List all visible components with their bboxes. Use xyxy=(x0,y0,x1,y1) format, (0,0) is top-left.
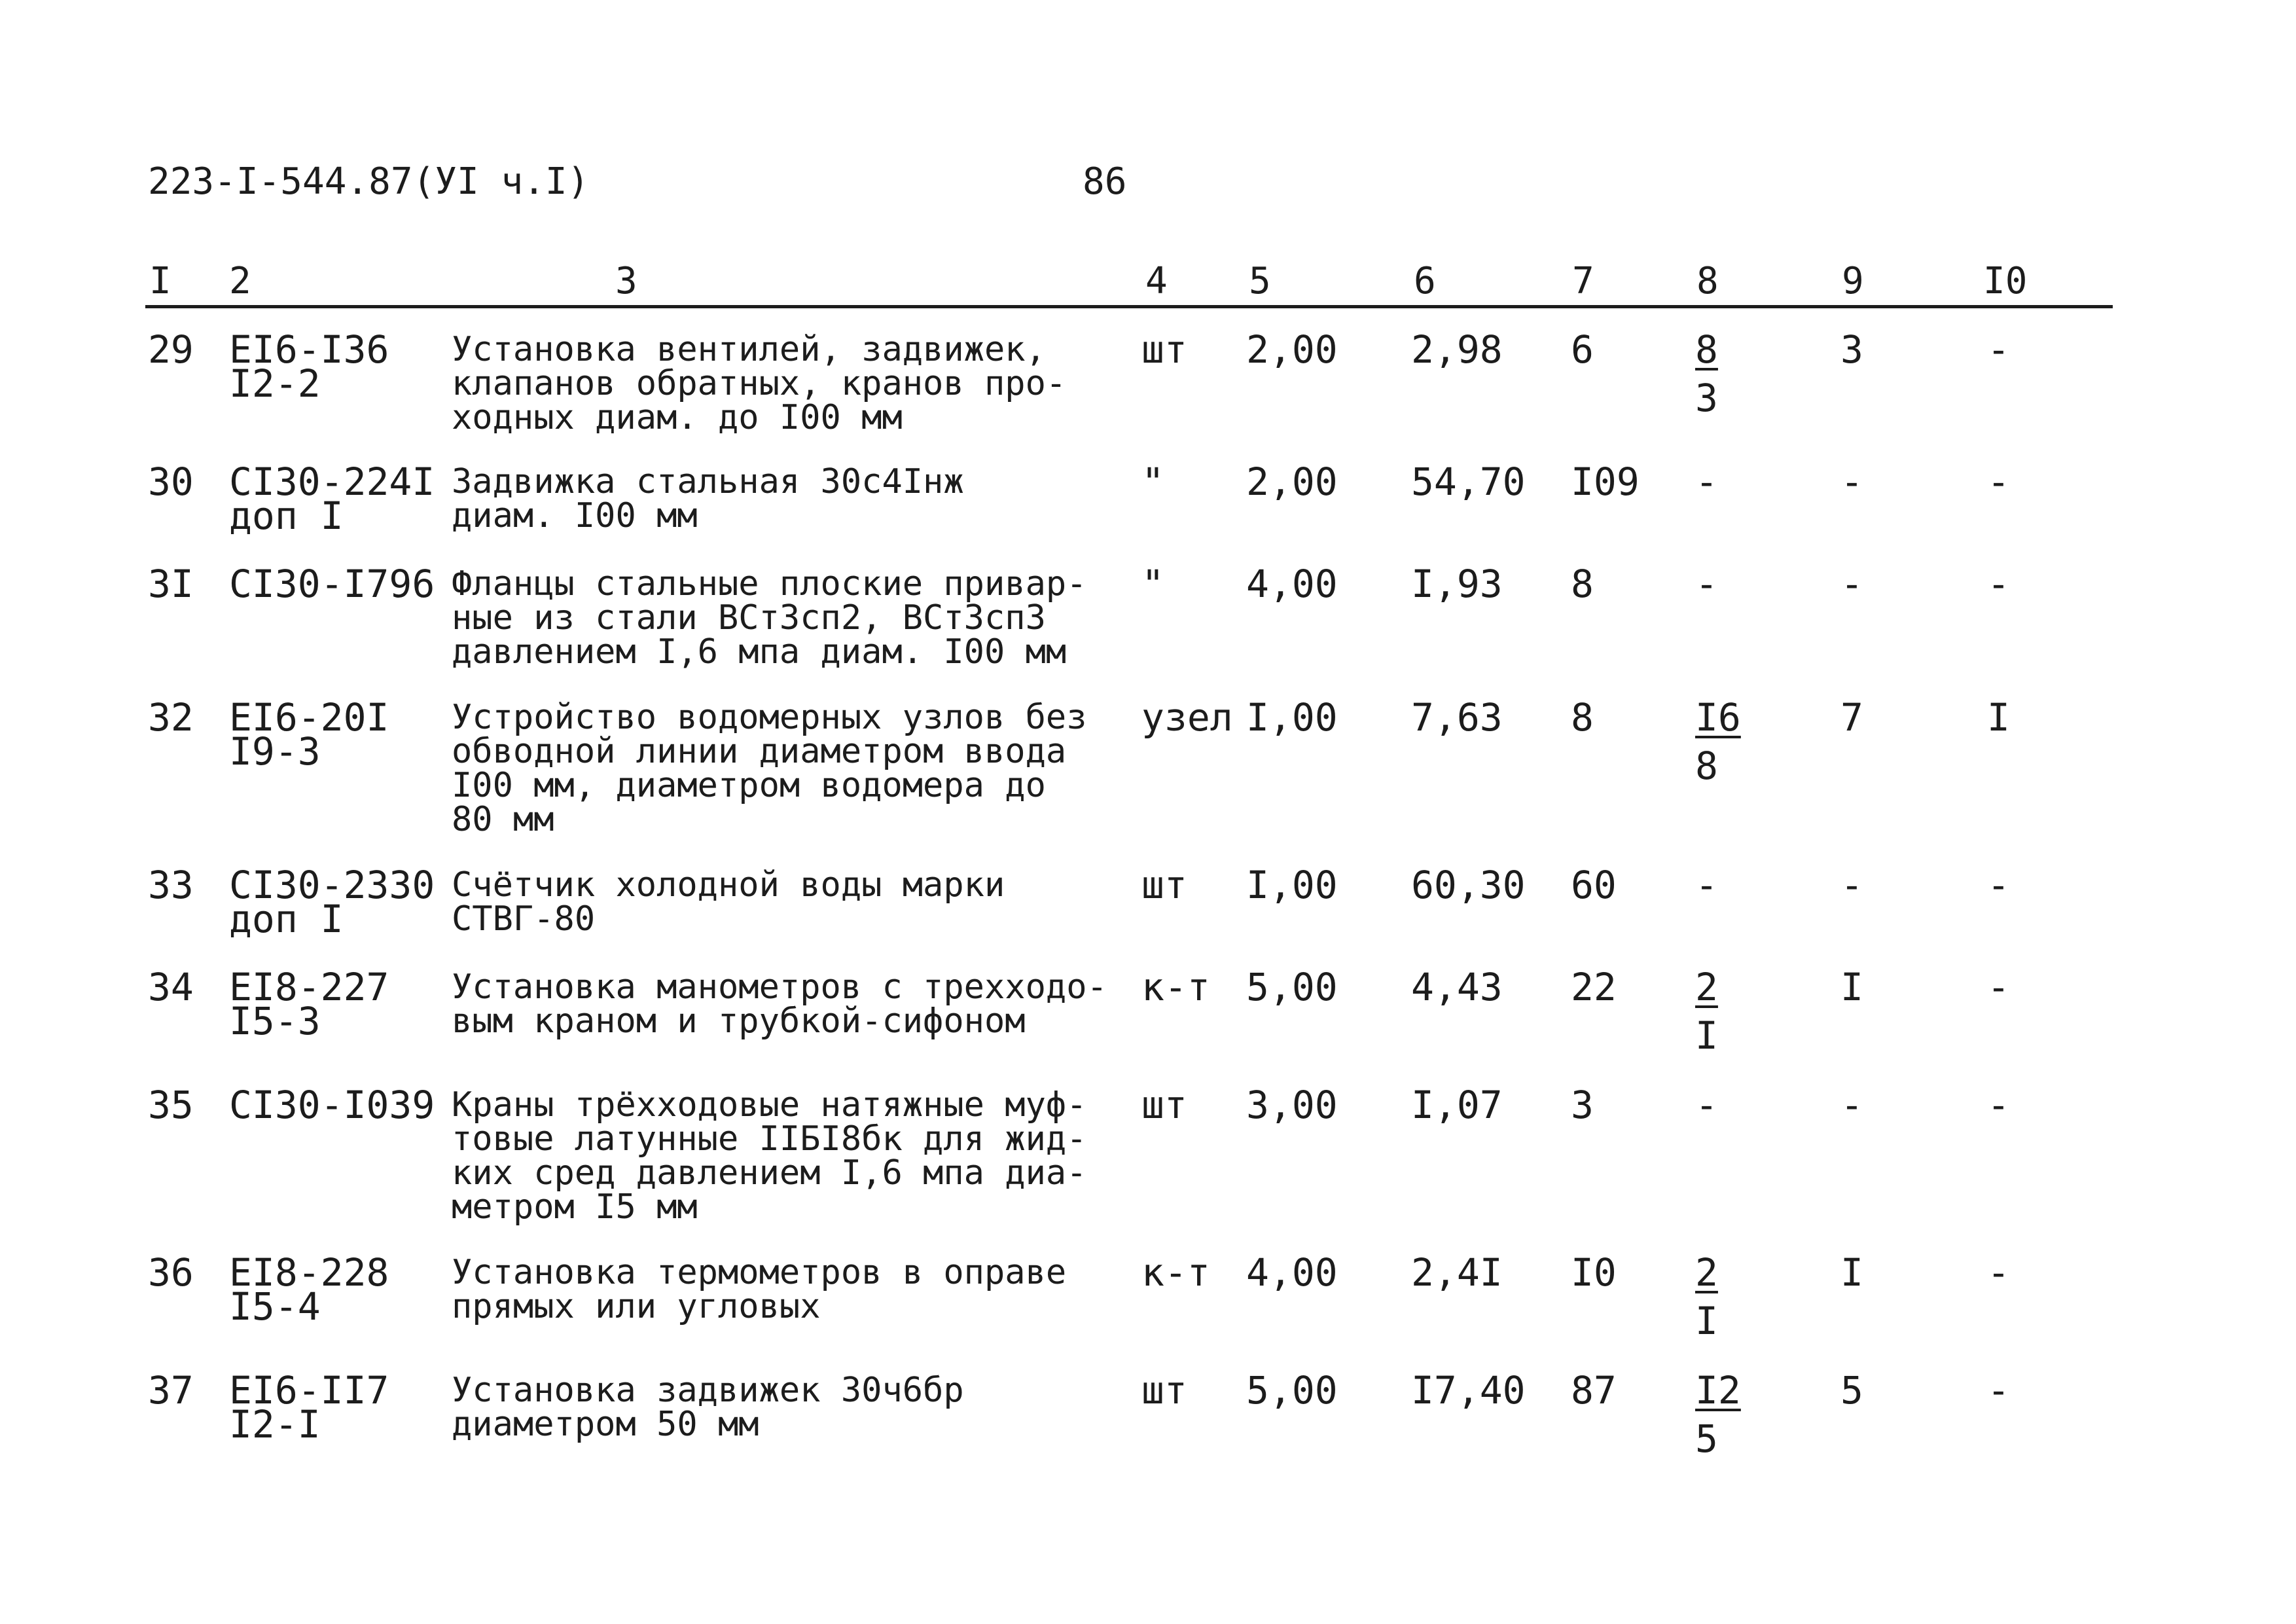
rate-code-line: доп I xyxy=(229,494,344,538)
description-line: Задвижка стальная 30с4Iнж xyxy=(452,462,964,501)
total-cell: 8 xyxy=(1571,695,1594,740)
rate-code-line: доп I xyxy=(229,897,344,941)
rate-code-line: I5-4 xyxy=(229,1284,321,1329)
unit-cell: к-т xyxy=(1141,965,1210,1009)
column-9-cell: - xyxy=(1840,562,1863,606)
column-10-cell: - xyxy=(1987,965,2010,1009)
header-rule xyxy=(145,305,2113,308)
column-header: 2 xyxy=(229,260,251,302)
description-line: ные из стали ВСт3сп2, ВСт3сп3 xyxy=(452,598,1046,638)
quantity-cell: 5,00 xyxy=(1246,1368,1338,1413)
total-cell: I09 xyxy=(1571,460,1640,504)
column-header: 6 xyxy=(1414,260,1436,302)
unit-price-cell: 7,63 xyxy=(1411,695,1503,740)
description-line: товые латунные IIБI8бк для жид- xyxy=(452,1119,1087,1159)
description-line: клапанов обратных, кранов про- xyxy=(452,364,1067,403)
unit-cell: шт xyxy=(1141,327,1187,372)
column-8-cell: - xyxy=(1695,562,1718,606)
description-line: метром I5 мм xyxy=(452,1187,698,1227)
column-9-cell: 7 xyxy=(1840,695,1863,740)
total-cell: 8 xyxy=(1571,562,1594,606)
rate-code-line: I2-2 xyxy=(229,361,321,406)
quantity-cell: 2,00 xyxy=(1246,327,1338,372)
fraction-numerator: 2 xyxy=(1695,1250,1718,1295)
unit-price-cell: I,93 xyxy=(1411,562,1503,606)
quantity-cell: I,00 xyxy=(1246,695,1338,740)
document-code: 223-I-544.87(УI ч.I) xyxy=(148,160,590,203)
column-8-cell: - xyxy=(1695,460,1718,504)
column-9-cell: - xyxy=(1840,1083,1863,1127)
column-9-cell: - xyxy=(1840,460,1863,504)
fraction-denominator: 8 xyxy=(1695,744,1718,788)
fraction-cell xyxy=(1695,1250,1754,1343)
description-line: Фланцы стальные плоские привар- xyxy=(452,564,1087,604)
fraction-numerator: I6 xyxy=(1695,695,1741,740)
row-number: 30 xyxy=(148,460,194,504)
column-10-cell: - xyxy=(1987,327,2010,372)
description-line: давлением I,6 мпа диам. I00 мм xyxy=(452,632,1067,672)
total-cell: 22 xyxy=(1571,965,1617,1009)
quantity-cell: 3,00 xyxy=(1246,1083,1338,1127)
unit-price-cell: 2,4I xyxy=(1411,1250,1503,1295)
fraction-numerator: 8 xyxy=(1695,327,1718,372)
description-line: I00 мм, диаметром водомера до xyxy=(452,766,1046,805)
rate-code-line: I5-3 xyxy=(229,999,321,1043)
rate-code-line: I2-I xyxy=(229,1402,321,1447)
total-cell: I0 xyxy=(1571,1250,1617,1295)
unit-price-cell: I,07 xyxy=(1411,1083,1503,1127)
rate-code-line: CI30-I796 xyxy=(229,562,435,606)
description-line: ких сред давлением I,6 мпа диа- xyxy=(452,1153,1087,1193)
description-line: вым краном и трубкой-сифоном xyxy=(452,1001,1026,1041)
column-10-cell: I xyxy=(1987,695,2010,740)
description-line: Краны трёхходовые натяжные муф- xyxy=(452,1085,1087,1125)
unit-cell: " xyxy=(1141,460,1164,504)
rate-code-line: CI30-224I xyxy=(229,460,435,504)
description-line: обводной линии диаметром ввода xyxy=(452,732,1067,771)
column-header: I0 xyxy=(1983,260,2028,302)
column-header: 7 xyxy=(1572,260,1594,302)
unit-price-cell: 2,98 xyxy=(1411,327,1503,372)
description-line: Установка задвижек 30ч6бр xyxy=(452,1371,964,1410)
column-10-cell: - xyxy=(1987,1083,2010,1127)
total-cell: 87 xyxy=(1571,1368,1617,1413)
column-9-cell: 5 xyxy=(1840,1368,1863,1413)
unit-price-cell: 60,30 xyxy=(1411,863,1526,907)
row-number: 37 xyxy=(148,1368,194,1413)
unit-cell: шт xyxy=(1141,863,1187,907)
unit-cell: " xyxy=(1141,562,1164,606)
column-9-cell: - xyxy=(1840,863,1863,907)
fraction-denominator: 3 xyxy=(1695,376,1718,420)
unit-cell: шт xyxy=(1141,1368,1187,1413)
quantity-cell: 4,00 xyxy=(1246,562,1338,606)
rate-code-line: I9-3 xyxy=(229,729,321,774)
column-header: 9 xyxy=(1842,260,1864,302)
description-line: прямых или угловых xyxy=(452,1287,821,1326)
column-8-cell: - xyxy=(1695,1083,1718,1127)
fraction-denominator: I xyxy=(1695,1013,1718,1058)
quantity-cell: 5,00 xyxy=(1246,965,1338,1009)
row-number: 34 xyxy=(148,965,194,1009)
quantity-cell: I,00 xyxy=(1246,863,1338,907)
unit-price-cell: I7,40 xyxy=(1411,1368,1526,1413)
column-9-cell: I xyxy=(1840,965,1863,1009)
fraction-cell xyxy=(1695,1368,1754,1461)
description-line: Установка манометров с трехходо- xyxy=(452,967,1107,1007)
page-number: 86 xyxy=(1083,160,1127,203)
column-10-cell: - xyxy=(1987,1368,2010,1413)
column-10-cell: - xyxy=(1987,1250,2010,1295)
description-line: диам. I00 мм xyxy=(452,496,698,535)
description-line: Счётчик холодной воды марки xyxy=(452,865,1005,905)
column-10-cell: - xyxy=(1987,460,2010,504)
total-cell: 6 xyxy=(1571,327,1594,372)
description-line: СТВГ-80 xyxy=(452,899,596,939)
description-line: ходных диам. до I00 мм xyxy=(452,398,903,437)
column-header: 4 xyxy=(1145,260,1168,302)
fraction-cell xyxy=(1695,327,1754,420)
column-header: I xyxy=(149,260,171,302)
column-9-cell: I xyxy=(1840,1250,1863,1295)
quantity-cell: 2,00 xyxy=(1246,460,1338,504)
column-header: 8 xyxy=(1696,260,1719,302)
unit-cell: шт xyxy=(1141,1083,1187,1127)
row-number: 29 xyxy=(148,327,194,372)
column-10-cell: - xyxy=(1987,562,2010,606)
fraction-cell xyxy=(1695,965,1754,1058)
unit-price-cell: 4,43 xyxy=(1411,965,1503,1009)
fraction-denominator: 5 xyxy=(1695,1416,1718,1461)
description-line: диаметром 50 мм xyxy=(452,1405,759,1444)
unit-cell: узел xyxy=(1141,695,1233,740)
row-number: 3I xyxy=(148,562,194,606)
fraction-denominator: I xyxy=(1695,1299,1718,1343)
rate-code-line: EI8-227 xyxy=(229,965,389,1009)
column-header: 5 xyxy=(1249,260,1271,302)
rate-code-line: EI8-228 xyxy=(229,1250,389,1295)
row-number: 36 xyxy=(148,1250,194,1295)
column-9-cell: 3 xyxy=(1840,327,1863,372)
unit-cell: к-т xyxy=(1141,1250,1210,1295)
rate-code-line: EI6-II7 xyxy=(229,1368,389,1413)
total-cell: 3 xyxy=(1571,1083,1594,1127)
column-10-cell: - xyxy=(1987,863,2010,907)
quantity-cell: 4,00 xyxy=(1246,1250,1338,1295)
total-cell: 60 xyxy=(1571,863,1617,907)
column-8-cell: - xyxy=(1695,863,1718,907)
description-line: Установка вентилей, задвижек, xyxy=(452,330,1046,369)
rate-code-line: EI6-20I xyxy=(229,695,389,740)
description-line: Устройство водомерных узлов без xyxy=(452,698,1087,737)
description-line: Установка термометров в оправе xyxy=(452,1253,1067,1292)
fraction-numerator: I2 xyxy=(1695,1368,1741,1413)
row-number: 35 xyxy=(148,1083,194,1127)
description-line: 80 мм xyxy=(452,800,554,839)
rate-code-line: CI30-I039 xyxy=(229,1083,435,1127)
fraction-cell xyxy=(1695,695,1754,788)
unit-price-cell: 54,70 xyxy=(1411,460,1526,504)
rate-code-line: CI30-2330 xyxy=(229,863,435,907)
row-number: 32 xyxy=(148,695,194,740)
fraction-numerator: 2 xyxy=(1695,965,1718,1009)
rate-code-line: EI6-I36 xyxy=(229,327,389,372)
column-header: 3 xyxy=(615,260,637,302)
row-number: 33 xyxy=(148,863,194,907)
